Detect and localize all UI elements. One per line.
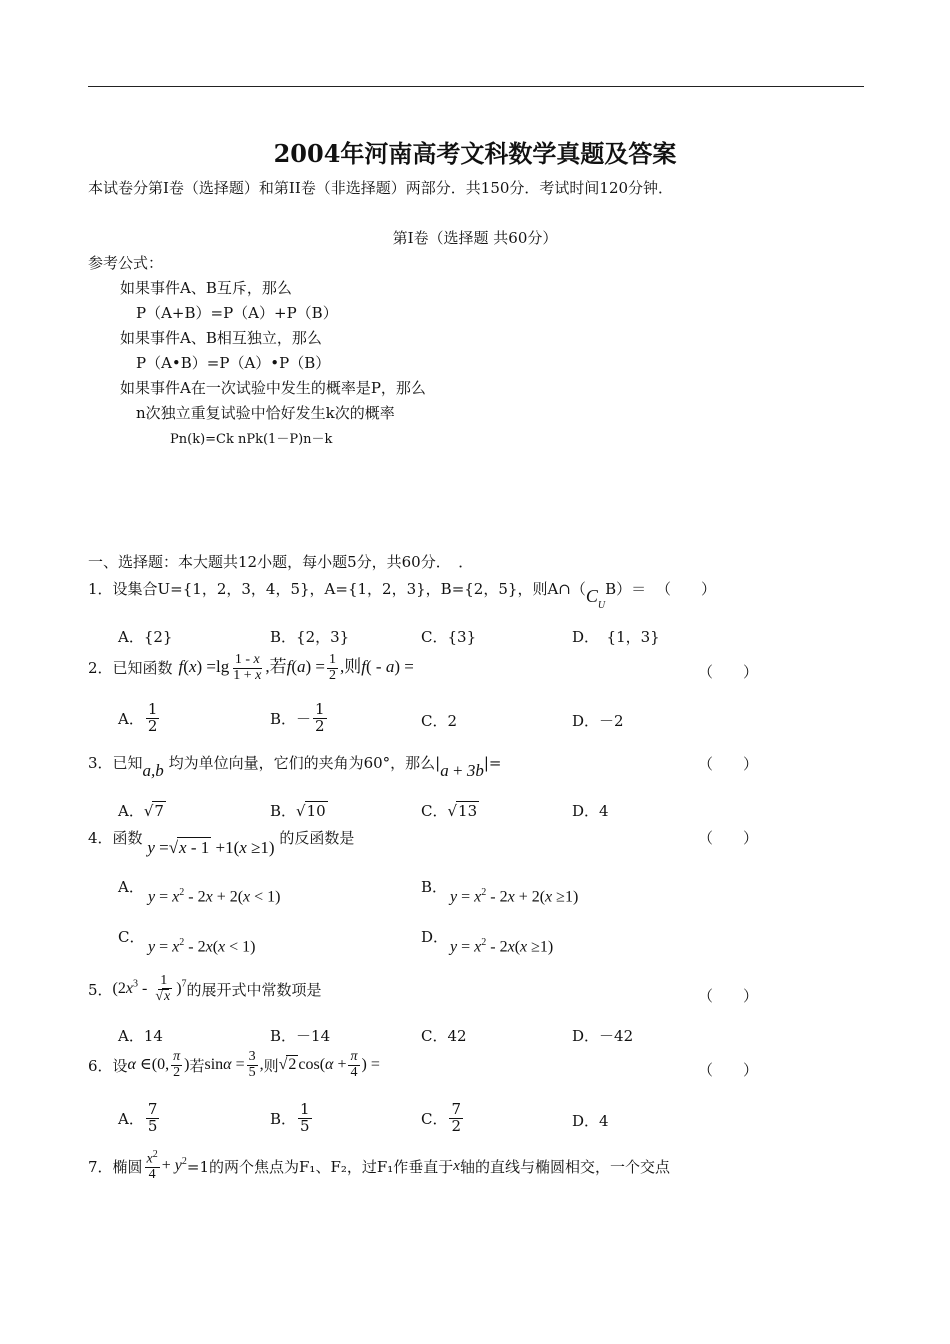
formula-line: 如果事件A在一次试验中发生的概率是P，那么 xyxy=(120,379,426,397)
complement-sub: U xyxy=(597,600,606,611)
question-6: 6．设 α ∈(0, $\frac{\pi}{2}$ ) 若 sinα = $\frac{3}{5}$ , 则 √2 cos(α + $\frac{\pi}{4}$ ) = xyxy=(88,1049,380,1080)
q4-option-d-label: D． xyxy=(421,928,449,946)
q4-option-c-label: C． xyxy=(118,928,145,946)
question-4: 4．函数 y =√x - 1 +1(x ≥1) 的反函数是 xyxy=(88,829,355,857)
q3-option-b: B．√10 xyxy=(270,802,326,820)
question-2 xyxy=(88,652,414,683)
question-7: 7．椭圆 $\frac{x^2}{4}$ + $y^2$ =1的两个焦点为F₁、F₂，过F₁作垂直于 x 轴的直线与椭圆相交，一个交点 xyxy=(88,1149,670,1183)
q2-option-c: C．2 xyxy=(421,712,458,730)
question-3: 3．已知a,b 均为单位向量，它们的夹角为60°，那么|a + 3b|= xyxy=(88,754,502,780)
binomial-formula: Pn(k)=Ck nPk(1－P)n－k xyxy=(170,432,333,447)
q1-option-a: A．{2} xyxy=(118,628,173,646)
question-1 xyxy=(88,578,647,611)
q4-option-a-label: A． xyxy=(118,878,144,896)
q4-option-c: $y = x^2 - 2x(x < 1)$ xyxy=(148,937,256,956)
answer-blank: （ ） xyxy=(698,829,759,847)
q6-option-d: D．4 xyxy=(572,1112,609,1130)
complement-symbol: C xyxy=(585,586,598,606)
answer-blank: （ ） xyxy=(656,580,717,598)
q2-formula: f(x) =lg $\frac{1 - x}{1 + x}$ ,若f(a) = $\frac{1}{2}$ ,则f( - a) = xyxy=(178,651,414,683)
question-5: 5． ($2x^3$ - $\frac{1}{√x}$ )$^7$ 的展开式中常数项是 xyxy=(88,973,322,1004)
answer-blank: （ ） xyxy=(698,755,759,773)
q3-option-a: A．√7 xyxy=(118,802,164,820)
q2-option-a: A． $\frac{1}{2}$ xyxy=(118,700,158,735)
answer-blank: （ ） xyxy=(698,1061,759,1079)
q1-option-d: D． {1，3} xyxy=(572,628,660,646)
top-rule xyxy=(88,86,864,87)
formula-line: P（A•B）=P（A）•P（B） xyxy=(136,354,331,372)
q5-expression: ($2x^3$ - $\frac{1}{√x}$ )$^7$ xyxy=(112,973,187,1004)
page-title: 2004年河南高考文科数学真题及答案 xyxy=(273,139,677,168)
q6-option-b: B． $\frac{1}{5}$ xyxy=(270,1100,310,1135)
q4-function: y =√x - 1 +1(x ≥1) xyxy=(147,838,275,857)
answer-blank: （ ） xyxy=(698,663,759,681)
q3-option-d: D．4 xyxy=(572,802,609,820)
q5-option-b: B．－14 xyxy=(270,1027,331,1045)
q5-option-c: C．42 xyxy=(421,1027,467,1045)
q2-option-d: D．－2 xyxy=(572,712,624,730)
q5-option-a: A．14 xyxy=(118,1027,163,1045)
volume1-heading: 第Ⅰ卷（选择题 共60分） xyxy=(392,229,558,247)
formulas-heading: 参考公式： xyxy=(88,254,164,272)
q2-stem: 2．已知函数 xyxy=(88,659,173,678)
q3-option-c: C．√13 xyxy=(421,802,478,820)
q4-option-b-label: B． xyxy=(421,878,448,896)
vectors-ab: a,b xyxy=(142,761,164,780)
q4-option-d: $y = x^2 - 2x(x \ge 1)$ xyxy=(450,937,554,956)
formula-line: 如果事件A、B相互独立，那么 xyxy=(120,329,322,347)
q1-option-b: B．{2，3} xyxy=(270,628,350,646)
q1-option-c: C．{3} xyxy=(421,628,477,646)
section1-heading: 一、选择题：本大题共12小题，每小题5分，共60分． ． xyxy=(88,553,474,571)
q6-option-a: A． $\frac{7}{5}$ xyxy=(118,1100,158,1135)
q5-option-d: D．－42 xyxy=(572,1027,634,1045)
answer-blank: （ ） xyxy=(698,987,759,1005)
vector-expr: a + 3b xyxy=(440,761,484,780)
q1-stem: 1．设集合U={1，2，3，4，5}，A={1，2，3}，B={2，5}，则A∩（ xyxy=(88,580,586,598)
formula-line: P（A+B）=P（A）+P（B） xyxy=(136,304,338,322)
formula-line: 如果事件A、B互斥，那么 xyxy=(120,279,292,297)
q1-stem-end: B）＝ xyxy=(605,580,647,598)
q4-option-b: $y = x^2 - 2x + 2(x \ge 1)$ xyxy=(450,887,579,906)
q6-option-c: C． $\frac{7}{2}$ xyxy=(421,1100,462,1135)
formula-line: n次独立重复试验中恰好发生k次的概率 xyxy=(136,404,395,422)
q4-option-a: $y = x^2 - 2x + 2(x < 1)$ xyxy=(148,887,281,906)
intro-text: 本试卷分第Ⅰ卷（选择题）和第II卷（非选择题）两部分．共150分．考试时间120分钟． xyxy=(88,179,674,197)
q2-option-b: B．－ $\frac{1}{2}$ xyxy=(270,700,325,735)
